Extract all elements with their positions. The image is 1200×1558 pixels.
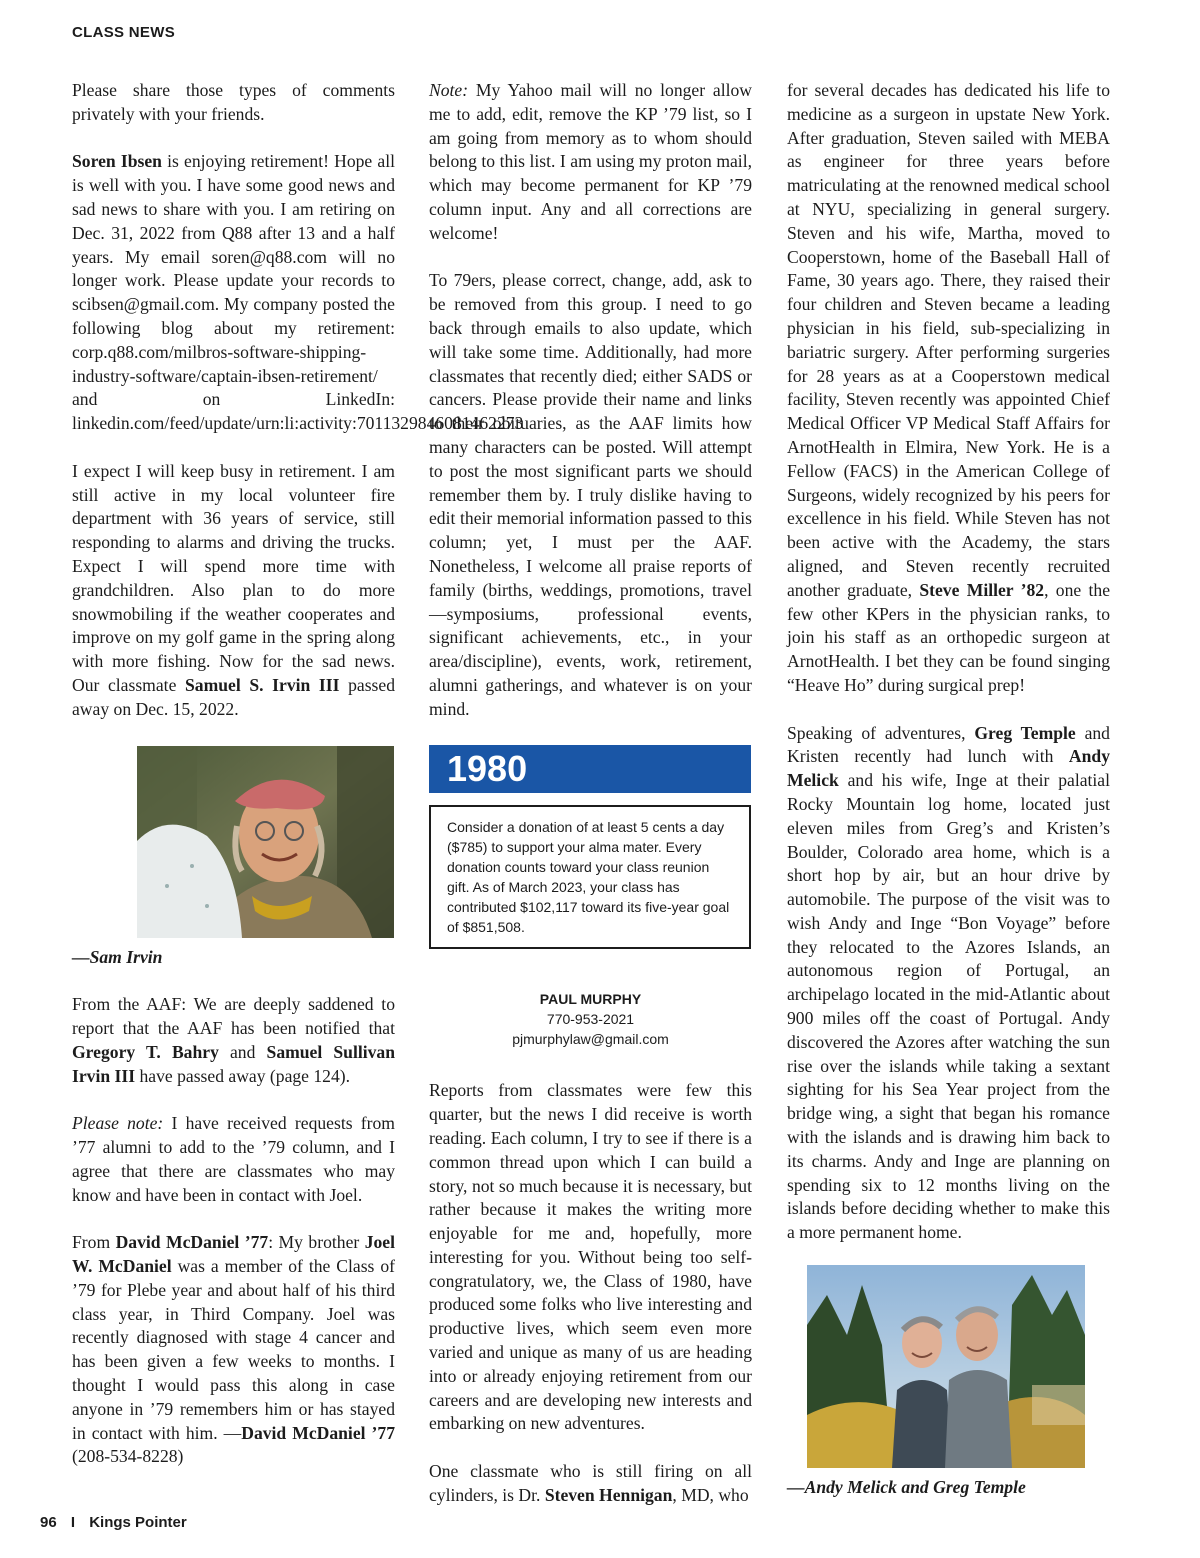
photo-caption: —Andy Melick and Greg Temple: [787, 1477, 1026, 1498]
footer-separator: I: [70, 1514, 76, 1531]
person-name: David McDaniel ’77: [115, 1232, 269, 1253]
donation-box: Consider a donation of at least 5 cents a day ($785) to support your alma mater. Every donation counts toward your class reunion gift. As of March 2023, your class has contributed $102,117 toward its five-year goal of $851,508.: [429, 805, 751, 949]
publication-name: Kings Pointer: [89, 1514, 187, 1531]
photo-caption: —Sam Irvin: [72, 946, 163, 967]
contact-phone: 770-953-2021: [546, 1011, 635, 1028]
photo-sam-irvin: [137, 746, 394, 938]
class-contact: [429, 989, 752, 1049]
paragraph: I expect I will keep busy in retirement. I am still active in my local volunteer fire department with 36 years of service, still responding to alarms and driving the trucks. Expect I will spend more time with grandchildren. Also plan to do more snowmobiling if the weather cooperates and improve on my golf game in the spring along with more fishing. Now for the sad news. Our classmate Samuel S. Irvin III passed away on Dec. 15, 2022.: [72, 460, 395, 719]
paragraph: for several decades has dedicated his life to medicine as a surgeon in upstate New York. After graduation, Steven sailed with MEBA as engineer for three years before matriculating at the renowned medical school at NYU, specializing in general surgery. Steven and his wife, Martha, moved to Cooperstown, home of the Baseball Hall of Fame, 30 years ago. There, they raised their four children and Steven became a leading physician in his field, sub-specializing in bariatric surgery. After performing surgeries for 28 years as at a Cooperstown medical facility, Steven recently was appointed Chief Medical Officer VP Medical Staff Affairs for ArnotHealth in Elmira, New York. He is a Fellow (FACS) in the American College of Surgeons, widely recognized by his peers for excellence in his field. While Steven has not been active with the Academy, the stars aligned, and Steven recently recruited another graduate, Steve Miller ’82, one the few other KPers in the physician ranks, to join his staff as an orthopedic surgeon at ArnotHealth. I bet they can be found singing “Heave Ho” during surgical prep!: [787, 80, 1111, 695]
paragraph: Speaking of adventures, Greg Temple and Kristen recently had lunch with Andy Melick and his wife, Inge at their palatial Rocky Mountain log home, located just eleven miles from Greg’s and Kristen’s Boulder, Colorado area home, which is a short hop by air, but an hour drive by automobile. The purpose of the visit was to wish Andy and Inge “Bon Voyage” before they relocated to the Azores Islands, an autonomous region of Portugal, an archipelago located in the mid-Atlantic about 900 miles off the coast of Portugal. Andy discovered the Azores after watching the sun rise over the islands while taking a sextant sighting for his Sea Year project from the bridge wing, a sight that began his romance with the islands and is drawing him back to its charms. Andy and Inge are planning on spending six to 12 months living on the islands before deciding whether to make this a more permanent home.: [787, 722, 1110, 1243]
group-photo-image: [807, 1265, 1085, 1468]
section-header: CLASS NEWS: [72, 24, 176, 41]
person-name: Greg Temple: [974, 722, 1076, 743]
portrait-image: [137, 746, 394, 938]
person-name: Andy Melick: [787, 746, 1110, 791]
person-name: Soren Ibsen: [72, 151, 162, 172]
person-name: Gregory T. Bahry: [72, 1041, 219, 1062]
page-footer: [40, 1514, 187, 1531]
paragraph: Please share those types of comments privately with your friends.: [72, 80, 395, 124]
column-3: [787, 79, 1110, 1524]
class-year-banner: 1980: [429, 745, 751, 793]
note-label: Please note:: [72, 1113, 164, 1134]
person-name: Joel W. McDaniel: [72, 1232, 395, 1277]
person-name: Samuel Sullivan Irvin III: [72, 1041, 395, 1086]
paragraph: From David McDaniel ’77: My brother Joel W. McDaniel was a member of the Class of ’79 for Plebe year and about half of his third class year, in Third Company. Joel was recently diagnosed with stage 4 cancer and has been given a few weeks to months. I thought I would pass this along in case anyone in ’79 remembers him or has stayed in contact with him. —David McDaniel ’77 (208-534-8228): [72, 1232, 396, 1467]
person-name: David McDaniel ’77: [241, 1422, 395, 1443]
paragraph: Please note: I have received requests from ’77 alumni to add to the ’79 column, and I agree that there are classmates who may know and have been in contact with Joel.: [72, 1113, 395, 1205]
person-name: Samuel S. Irvin III: [185, 674, 340, 695]
paragraph: Note: My Yahoo mail will no longer allow me to add, edit, remove the KP ’79 list, so I am going from memory as to whom should belong to this list. I am using my proton mail, which may become permanent for KP ’79 column input. Any and all corrections are welcome!: [429, 80, 752, 243]
paragraph: Reports from classmates were few this quarter, but the news I did receive is worth reading. Each column, I try to see if there is a common thread upon which I can build a story, not so much because it is necessary, but rather because it makes the writing more enjoyable for me and, hopefully, more interesting for you. Without being too self-congratulatory, we, the Class of 1980, have produced some folks who live interesting and productive lives, which seem even more varied and unique as many of us are heading into or already enjoying retirement from our careers and are developing new interests and embarking on new adventures.: [429, 1080, 752, 1434]
note-label: Note:: [429, 80, 469, 100]
paragraph: One classmate who is still firing on all cylinders, is Dr. Steven Hennigan, MD, who: [429, 1461, 752, 1505]
page-number: 96: [40, 1514, 57, 1531]
paragraph: From the AAF: We are deeply saddened to report that the AAF has been notified that Gregory T. Bahry and Samuel Sullivan Irvin III have passed away (page 124).: [72, 994, 395, 1086]
photo-melick-temple: [807, 1265, 1085, 1468]
column-2: [429, 79, 752, 1508]
person-name: Steve Miller ’82: [919, 579, 1045, 600]
person-name: Steven Hennigan: [544, 1484, 673, 1505]
paragraph: To 79ers, please correct, change, add, ask to be removed from this group. I need to go back through emails to also update, which will take some time. Additionally, had more classmates that recently died; either SADS or cancers. Please provide their name and links to their obituaries, as the AAF limits how many characters can be posted. Will attempt to post the most significant parts we should remember them by. I truly dislike having to edit their memorial information passed to this column; yet, I must per the AAF. Nonetheless, I welcome all praise reports of family (births, weddings, promotions, travel—symposiums, professional events, significant achievements, etc., in your area/discipline), events, work, retirement, alumni gatherings, and whatever is on your mind.: [429, 270, 752, 719]
contact-email: pjmurphylaw@gmail.com: [512, 1031, 669, 1048]
paragraph: Soren Ibsen is enjoying retirement! Hope all is well with you. I have some good news and sad news to share with you. I am retiring on Dec. 31, 2022 from Q88 after 13 and a half years. My email soren@q88.com will no longer work. Please update your records to scibsen@gmail.com. My company posted the following blog about my retirement: corp.q88.com/milbros-software-shipping-industry-software/captain-ibsen-retirement/ and on LinkedIn: linkedin.com/feed/update/urn:li:activity:7011329846081462273: [72, 151, 524, 434]
contact-name: PAUL MURPHY: [539, 991, 642, 1008]
